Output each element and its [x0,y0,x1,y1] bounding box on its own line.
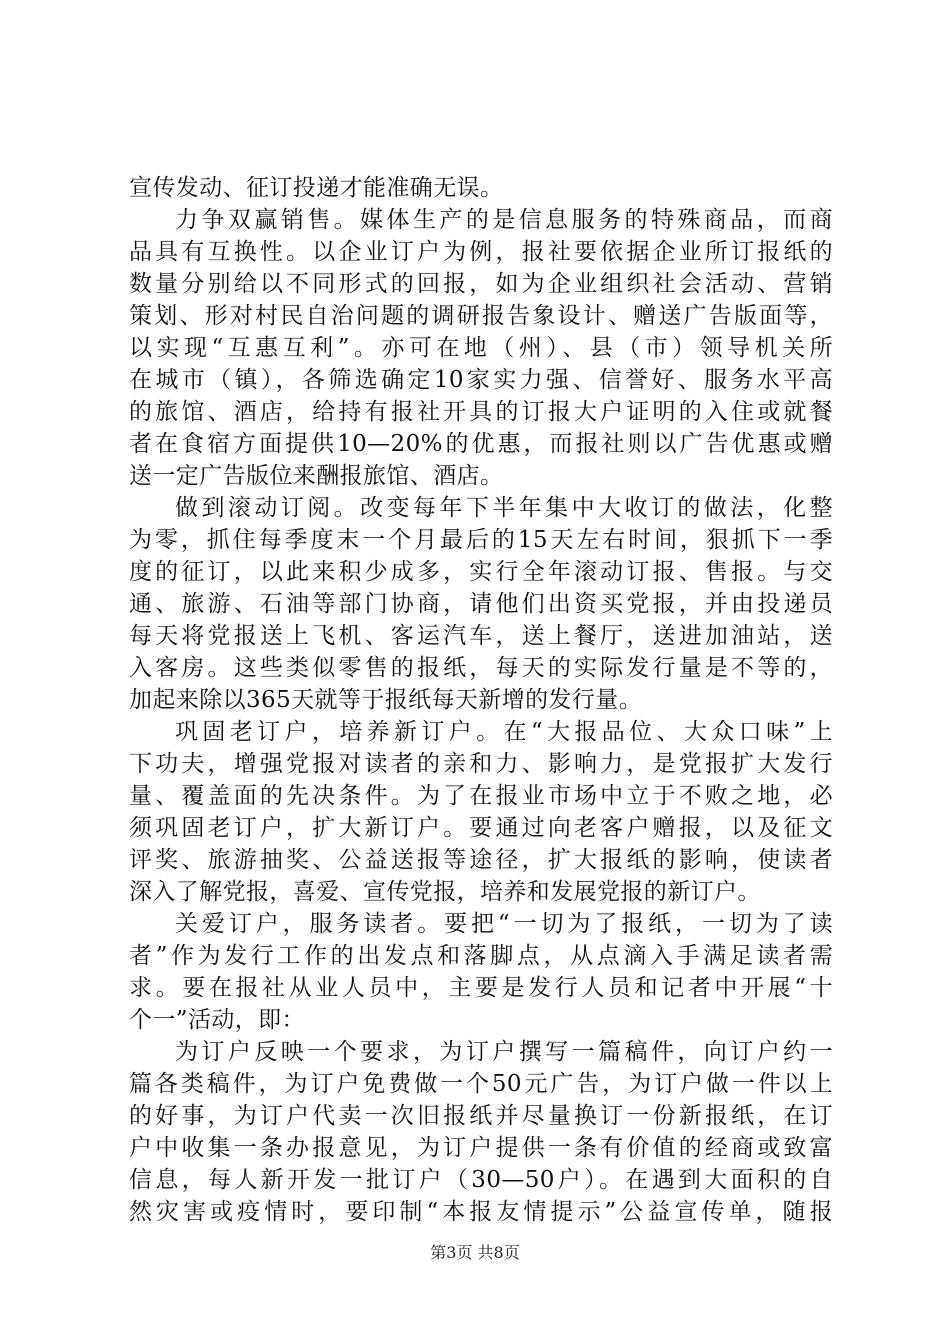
paragraph-first-line: 为订户反映一个要求，为订户撰写一篇稿件，向订户约一 [175,1039,833,1065]
text-line: 为零，抓住每季度末一个月最后的15天左右时间，狠抓下一季 [129,527,833,553]
text-line: 的旅馆、酒店，给持有报社开具的订报大户证明的入住或就餐 [129,399,833,425]
text-line: 者”作为发行工作的出发点和落脚点，从点滴入手满足读者需 [129,943,833,969]
text-line: 量、覆盖面的先决条件。为了在报业市场中立于不败之地，必 [129,783,833,809]
text-line: 下功夫，增强党报对读者的亲和力、影响力，是党报扩大发行 [129,751,833,777]
document-body [129,172,833,1228]
text-line: 送一定广告版位来酬报旅馆、酒店。 [129,463,504,489]
text-line: 通、旅游、石油等部门协商，请他们出资买党报，并由投递员 [129,591,833,617]
text-line: 的好事，为订户代卖一次旧报纸并尽量换订一份新报纸，在订 [129,1103,833,1129]
page-footer [0,1243,950,1263]
text-line: 数量分别给以不同形式的回报，如为企业组织社会活动、营销 [129,271,833,297]
paragraph-first-line: 巩固老订户，培养新订户。在“大报品位、大众口味”上 [175,719,833,745]
text-line: 求。要在报社从业人员中，主要是发行人员和记者中开展“十 [129,975,833,1001]
text-line: 篇各类稿件，为订户免费做一个50元广告，为订户做一件以上 [129,1071,833,1097]
text-line: 信息，每人新开发一批订户（30—50户）。在遇到大面积的自 [129,1167,833,1193]
text-line: 评奖、旅游抽奖、公益送报等途径，扩大报纸的影响，使读者 [129,847,833,873]
text-line: 个一”活动，即： [129,1007,305,1033]
text-line: 然灾害或疫情时，要印制“本报友情提示”公益宣传单，随报 [129,1199,833,1225]
text-line: 每天将党报送上飞机、客运汽车，送上餐厅，送进加油站，送 [129,623,833,649]
text-line: 度的征订，以此来积少成多，实行全年滚动订报、售报。与交 [129,559,833,585]
text-line: 以实现“互惠互利”。亦可在地（州）、县（市）领导机关所 [129,335,833,361]
paragraph-first-line: 做到滚动订阅。改变每年下半年集中大收订的做法，化整 [175,495,833,521]
text-line: 户中收集一条办报意见，为订户提供一条有价值的经商或致富 [129,1135,833,1161]
text-line: 宣传发动、征订投递才能准确无误。 [129,175,504,201]
text-line: 品具有互换性。以企业订户为例，报社要依据企业所订报纸的 [129,239,833,265]
text-line: 策划、形对村民自治问题的调研报告象设计、赠送广告版面等， [129,303,833,329]
text-line: 深入了解党报，喜爱、宣传党报，培养和发展党报的新订户。 [129,879,761,905]
text-line: 在城市（镇），各筛选确定10家实力强、信誉好、服务水平高 [129,367,833,393]
text-line: 须巩固老订户，扩大新订户。要通过向老客户赠报，以及征文 [129,815,833,841]
text-line: 入客房。这些类似零售的报纸，每天的实际发行量是不等的， [129,655,833,681]
paragraph-first-line: 关爱订户，服务读者。要把“一切为了报纸，一切为了读 [175,911,833,937]
text-line: 者在食宿方面提供10—20%的优惠，而报社则以广告优惠或赠 [129,431,833,457]
paragraph-first-line: 力争双赢销售。媒体生产的是信息服务的特殊商品，而商 [175,207,833,233]
text-line: 加起来除以365天就等于报纸每天新增的发行量。 [129,687,643,713]
page-number-label: 第3页 共8页 [430,1243,520,1262]
